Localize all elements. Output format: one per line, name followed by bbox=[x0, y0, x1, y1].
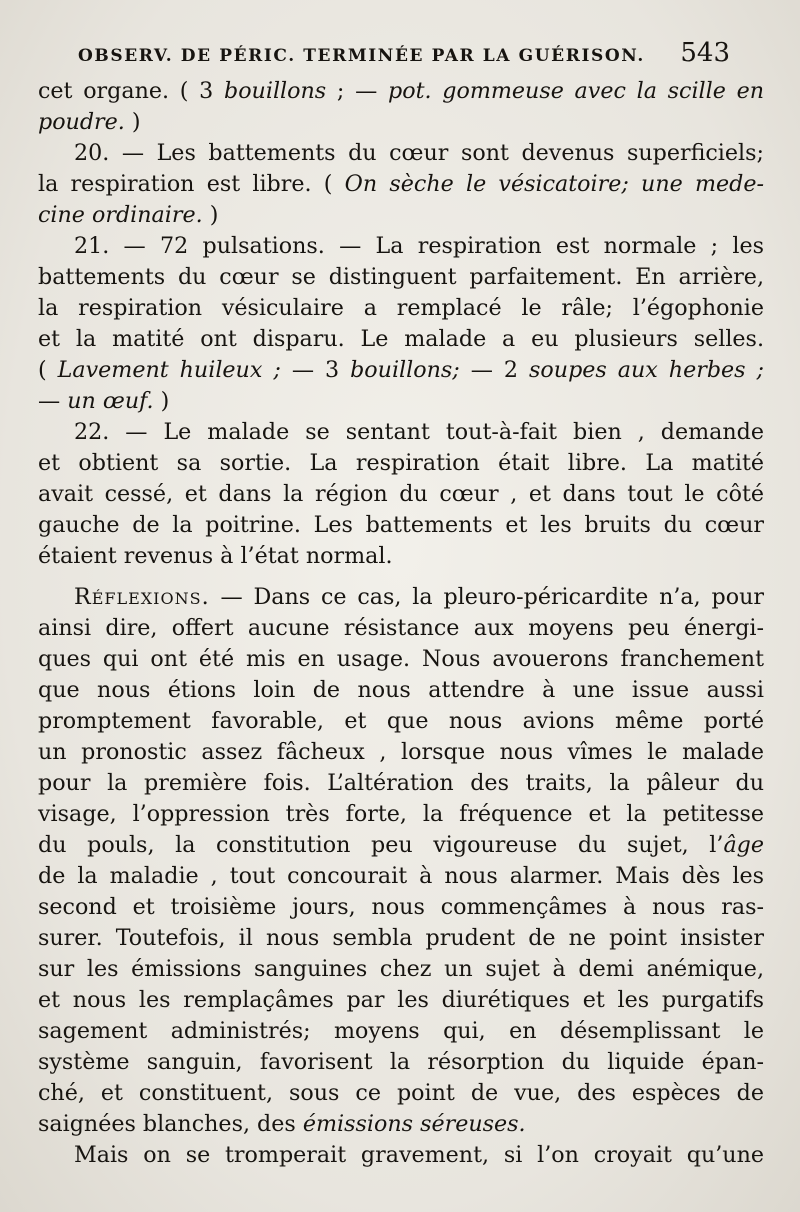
text-line bbox=[38, 231, 764, 262]
text-line bbox=[38, 417, 764, 448]
text-run: de la maladie , tout concourait à nous alarmer. Mais dès les bbox=[38, 863, 764, 889]
text-run: du pouls, la constitution peu vigoureuse du sujet, l’ bbox=[38, 832, 724, 858]
text-line bbox=[38, 954, 764, 985]
text-run: la respiration est libre. ( bbox=[38, 171, 345, 197]
italic-text: poudre. bbox=[38, 109, 125, 135]
text-run: cet organe. ( 3 bbox=[38, 78, 224, 104]
paragraph-spacer bbox=[38, 572, 764, 582]
text-run: Mais on se tromperait gravement, si l’on croyait qu’une bbox=[74, 1142, 764, 1168]
text-run: promptement favorable, et que nous avions même porté bbox=[38, 708, 764, 734]
paragraph-p-20 bbox=[38, 138, 764, 231]
text-line bbox=[38, 582, 764, 613]
text-line bbox=[38, 138, 764, 169]
text-run: visage, l’oppression très forte, la fréquence et la petitesse bbox=[38, 801, 764, 827]
text-line bbox=[38, 200, 764, 231]
page-header bbox=[70, 36, 730, 76]
text-run: ) bbox=[124, 109, 141, 135]
text-run: ainsi dire, offert aucune résistance aux moyens peu énergi- bbox=[38, 615, 764, 641]
text-run: battements du cœur se distinguent parfaitement. En arrière, bbox=[38, 264, 764, 290]
text-run: système sanguin, favorisent la résorption du liquide épan- bbox=[38, 1049, 764, 1075]
text-line bbox=[38, 737, 764, 768]
text-line bbox=[38, 1016, 764, 1047]
text-line bbox=[38, 169, 764, 200]
italic-text: émissions séreuses. bbox=[302, 1111, 526, 1137]
text-run: — Dans ce cas, la pleuro-péricardite n’a, pour bbox=[209, 584, 764, 610]
paragraph-p-cont bbox=[38, 76, 764, 138]
text-line bbox=[38, 1047, 764, 1078]
text-run: saignées blanches, des bbox=[38, 1111, 303, 1137]
text-line bbox=[38, 923, 764, 954]
text-run: sagement administrés; moyens qui, en désemplissant le bbox=[38, 1018, 764, 1044]
text-run: ) bbox=[202, 202, 219, 228]
italic-text: soupes aux herbes ; bbox=[529, 357, 765, 383]
text-run: 20. — Les battements du cœur sont devenus superficiels; bbox=[74, 140, 764, 166]
text-run: ché, et constituent, sous ce point de vue, des espèces de bbox=[38, 1080, 764, 1106]
italic-text: On sèche le vésicatoire; une mede- bbox=[344, 171, 764, 197]
text-line bbox=[38, 1078, 764, 1109]
body-text bbox=[38, 76, 764, 1171]
text-line bbox=[38, 510, 764, 541]
text-run: — 2 bbox=[459, 357, 530, 383]
text-run: et obtient sa sortie. La respiration était libre. La matité bbox=[38, 450, 764, 476]
text-line bbox=[38, 675, 764, 706]
text-line bbox=[38, 541, 764, 572]
text-run: que nous étions loin de nous attendre à une issue aussi bbox=[38, 677, 764, 703]
text-run: avait cessé, et dans la région du cœur , et dans tout le côté bbox=[38, 481, 764, 507]
text-line bbox=[38, 768, 764, 799]
text-run: — bbox=[38, 388, 68, 414]
text-run: un pronostic assez fâcheux , lorsque nous vîmes le malade bbox=[38, 739, 764, 765]
text-run: ; — bbox=[326, 78, 389, 104]
text-run: second et troisième jours, nous commençâmes à nous ras- bbox=[38, 894, 764, 920]
text-line bbox=[38, 985, 764, 1016]
text-line bbox=[38, 386, 764, 417]
text-run: — 3 bbox=[280, 357, 351, 383]
text-run: la respiration vésiculaire a remplacé le râle; l’égophonie bbox=[38, 295, 764, 321]
text-line bbox=[38, 1140, 764, 1171]
text-run: sur les émissions sanguines chez un sujet à demi anémique, bbox=[38, 956, 764, 982]
text-line bbox=[38, 479, 764, 510]
paragraph-p-22 bbox=[38, 417, 764, 572]
paragraph-p-reflexions bbox=[38, 582, 764, 1140]
text-line bbox=[38, 324, 764, 355]
text-line bbox=[38, 892, 764, 923]
text-run: ques qui ont été mis en usage. Nous avouerons franchement bbox=[38, 646, 764, 672]
italic-text: bouillons bbox=[224, 78, 327, 104]
paragraph-p-21 bbox=[38, 231, 764, 417]
paragraph-p-mais bbox=[38, 1140, 764, 1171]
text-line bbox=[38, 830, 764, 861]
text-line bbox=[38, 861, 764, 892]
text-line bbox=[38, 706, 764, 737]
text-line bbox=[38, 355, 764, 386]
text-run: ( bbox=[38, 357, 58, 383]
text-run: gauche de la poitrine. Les battements et les bruits du cœur bbox=[38, 512, 764, 538]
italic-text: âge bbox=[723, 832, 764, 858]
text-run: ) bbox=[153, 388, 170, 414]
text-run: 22. — Le malade se sentant tout-à-fait bien , demande bbox=[74, 419, 764, 445]
italic-text: cine ordinaire. bbox=[38, 202, 203, 228]
italic-text: un œuf. bbox=[67, 388, 154, 414]
italic-text: bouillons; bbox=[350, 357, 460, 383]
text-line bbox=[38, 613, 764, 644]
text-line bbox=[38, 262, 764, 293]
text-line bbox=[38, 799, 764, 830]
text-line bbox=[38, 644, 764, 675]
text-line bbox=[38, 448, 764, 479]
text-run: surer. Toutefois, il nous sembla prudent de ne point insister bbox=[38, 925, 764, 951]
italic-text: Lavement huileux ; bbox=[57, 357, 281, 383]
text-run: étaient revenus à l’état normal. bbox=[38, 543, 393, 569]
text-run: pour la première fois. L’altération des traits, la pâleur du bbox=[38, 770, 764, 796]
text-line bbox=[38, 293, 764, 324]
text-run: 21. — 72 pulsations. — La respiration est normale ; les bbox=[74, 233, 764, 259]
text-line bbox=[38, 107, 764, 138]
text-line bbox=[38, 76, 764, 107]
running-title: OBSERV. DE PÉRIC. TERMINÉE PAR LA GUÉRISON. bbox=[78, 46, 645, 66]
small-caps-text: Réflexions. bbox=[74, 584, 210, 610]
italic-text: pot. gommeuse avec la scille en bbox=[388, 78, 765, 104]
text-line bbox=[38, 1109, 764, 1140]
page-number: 543 bbox=[680, 38, 730, 68]
text-run: et la matité ont disparu. Le malade a eu plusieurs selles. bbox=[38, 326, 764, 352]
text-run: et nous les remplaçâmes par les diurétiques et les purgatifs bbox=[38, 987, 764, 1013]
